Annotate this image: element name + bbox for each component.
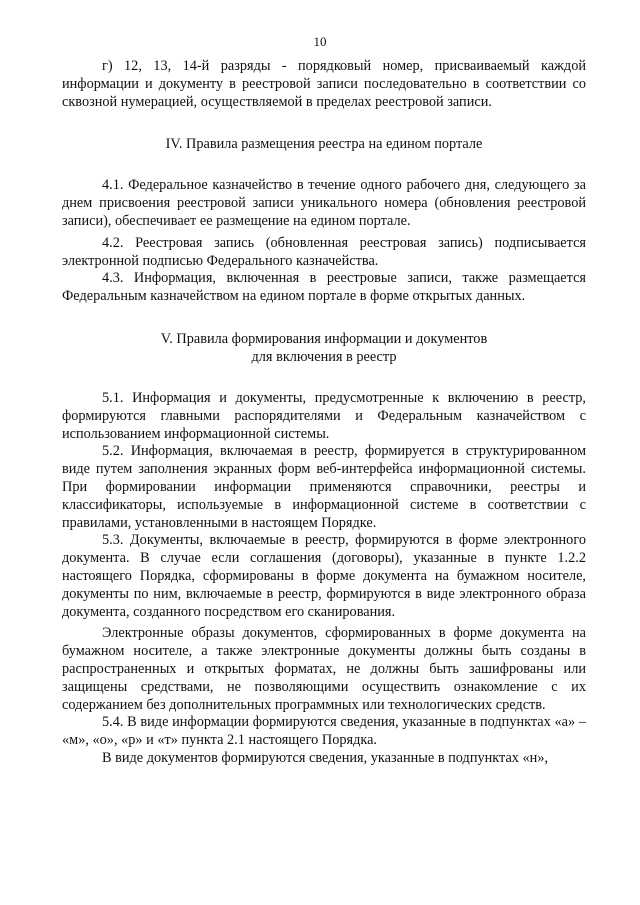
- paragraph-5-2: 5.2. Информация, включаемая в реестр, формируется в структурированном виде путем заполнения экранных форм веб-интерфейса информационной системы. При формировании информации применяются справочники, реестры и классификаторы, используемые в информационной системе в соответствии с правилами, установленными в настоящем Порядке.: [62, 443, 586, 531]
- page-number: 10: [313, 34, 327, 49]
- paragraph-4-3: 4.3. Информация, включенная в реестровые записи, также размещается Федеральным казначейством на едином портале в форме открытых данных.: [62, 270, 586, 305]
- paragraph-5-1: 5.1. Информация и документы, предусмотренные к включению в реестр, формируются главными распорядителями и Федеральным казначейством с использованием информационной системы.: [62, 389, 586, 442]
- paragraph-5-4: 5.4. В виде информации формируются сведения, указанные в подпунктах «а» – «м», «о», «р» и «т» пункта 2.1 настоящего Порядка.: [62, 714, 586, 749]
- document-body: [62, 58, 586, 768]
- paragraph-4-2: 4.2. Реестровая запись (обновленная реестровая запись) подписывается электронной подписью Федерального казначейства.: [62, 234, 586, 269]
- paragraph-3-g: г) 12, 13, 14-й разряды - порядковый номер, присваиваемый каждой информации и документу в реестровой записи последовательно в соответствии со сквозной нумерацией, осуществляемой в пределах реестровой записи.: [62, 58, 586, 110]
- paragraph-documents-info: В виде документов формируются сведения, указанные в подпунктах «н»,: [102, 749, 549, 766]
- section-5-heading-line-1: V. Правила формирования информации и документов: [160, 330, 488, 347]
- paragraph-5-3: 5.3. Документы, включаемые в реестр, формируются в форме электронного документа. В случае если соглашения (договоры), указанные в пункте 1.2.2 настоящего Порядка, сформированы в форме документа на бумажном носителе, документы по ним, включаемые в реестр, формируются в виде электронного образа документа, созданного посредством его сканирования.: [62, 532, 586, 620]
- paragraph-electronic-images: Электронные образы документов, сформированных в форме документа на бумажном носителе, а также электронные документы должны быть созданы в распространенных и открытых форматах, не должны быть зашифрованы или защищены средствами, не позволяющими осуществить ознакомление с их содержанием без дополнительных программных или технологических средств.: [62, 625, 586, 713]
- section-5-heading-line-2: для включения в реестр: [251, 348, 397, 365]
- section-4-heading: IV. Правила размещения реестра на едином портале: [165, 136, 483, 153]
- paragraph-4-1: 4.1. Федеральное казначейство в течение одного рабочего дня, следующего за днем присвоения реестровой записи уникального номера (обновления реестровой записи), обеспечивает ее размещение на едином портале.: [62, 177, 586, 229]
